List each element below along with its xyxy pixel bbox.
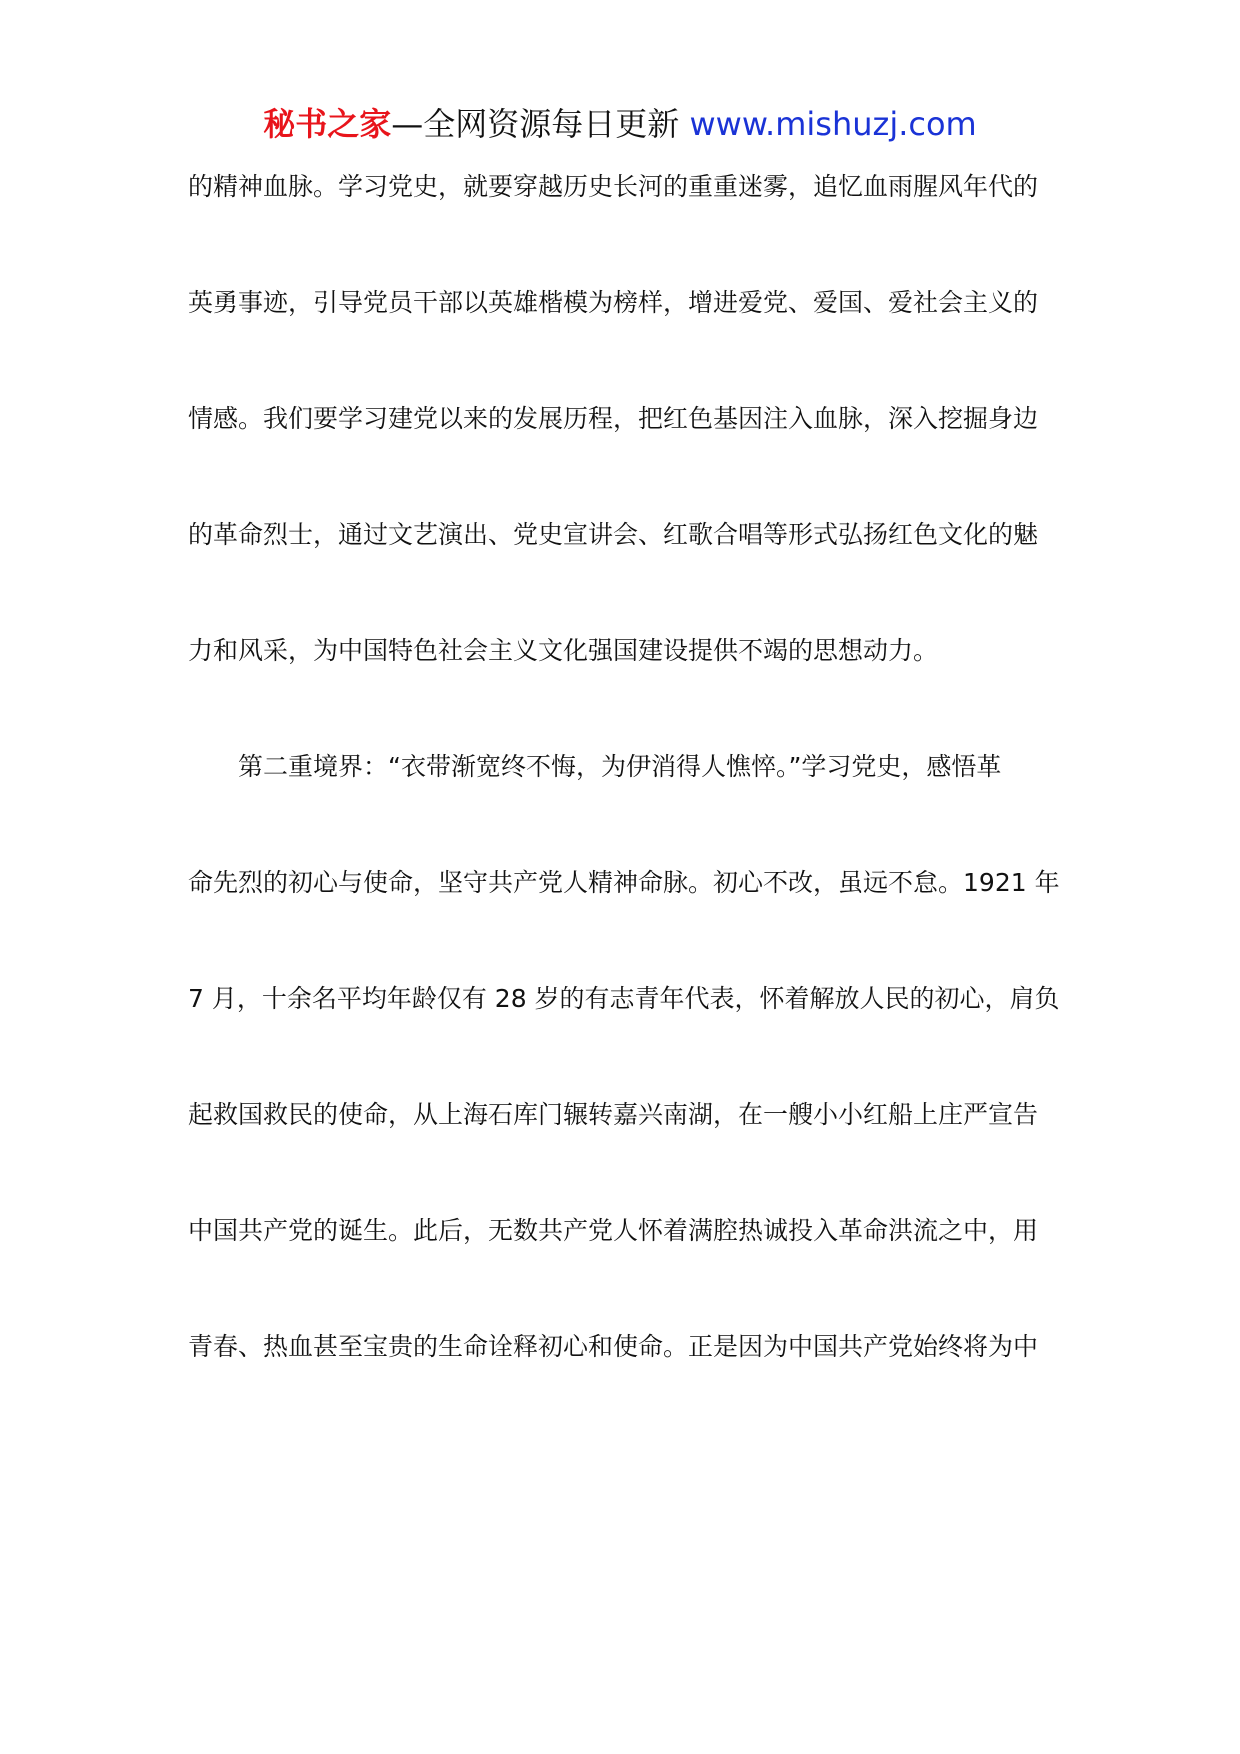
text-line: 7 月，十余名平均年龄仅有 28 岁的有志青年代表，怀着解放人民的初心，肩负: [188, 984, 1060, 1013]
text-line: 中国共产党的诞生。此后，无数共产党人怀着满腔热诚投入革命洪流之中，用: [188, 1216, 1039, 1245]
text-line: 青春、热血甚至宝贵的生命诠释初心和使命。正是因为中国共产党始终将为中: [188, 1332, 1039, 1361]
text-line: 力和风采，为中国特色社会主义文化强国建设提供不竭的思想动力。: [188, 636, 939, 665]
text-line: 英勇事迹，引导党员干部以英雄楷模为榜样，增进爱党、爱国、爱社会主义的: [188, 288, 1039, 317]
text-line: 情感。我们要学习建党以来的发展历程，把红色基因注入血脉，深入挖掘身边: [188, 404, 1039, 433]
brand-name: 秘书之家: [263, 105, 392, 143]
text-line: 的革命烈士，通过文艺演出、党史宣讲会、红歌合唱等形式弘扬红色文化的魅: [188, 520, 1039, 549]
header-url-link[interactable]: www.mishuzj.com: [689, 105, 977, 143]
paragraph-start-line: 第二重境界：“衣带渐宽终不悔，为伊消得人憔悴。”学习党史，感悟革: [238, 752, 1002, 781]
text-line: 起救国救民的使命，从上海石库门辗转嘉兴南湖，在一艘小小红船上庄严宣告: [188, 1100, 1039, 1129]
text-line: 的精神血脉。学习党史，就要穿越历史长河的重重迷雾，追忆血雨腥风年代的: [188, 172, 1039, 201]
page-header: [0, 102, 1240, 146]
text-line: 命先烈的初心与使命，坚守共产党人精神命脉。初心不改，虽远不怠。1921 年: [188, 868, 1060, 897]
header-tagline: —全网资源每日更新: [391, 105, 690, 143]
